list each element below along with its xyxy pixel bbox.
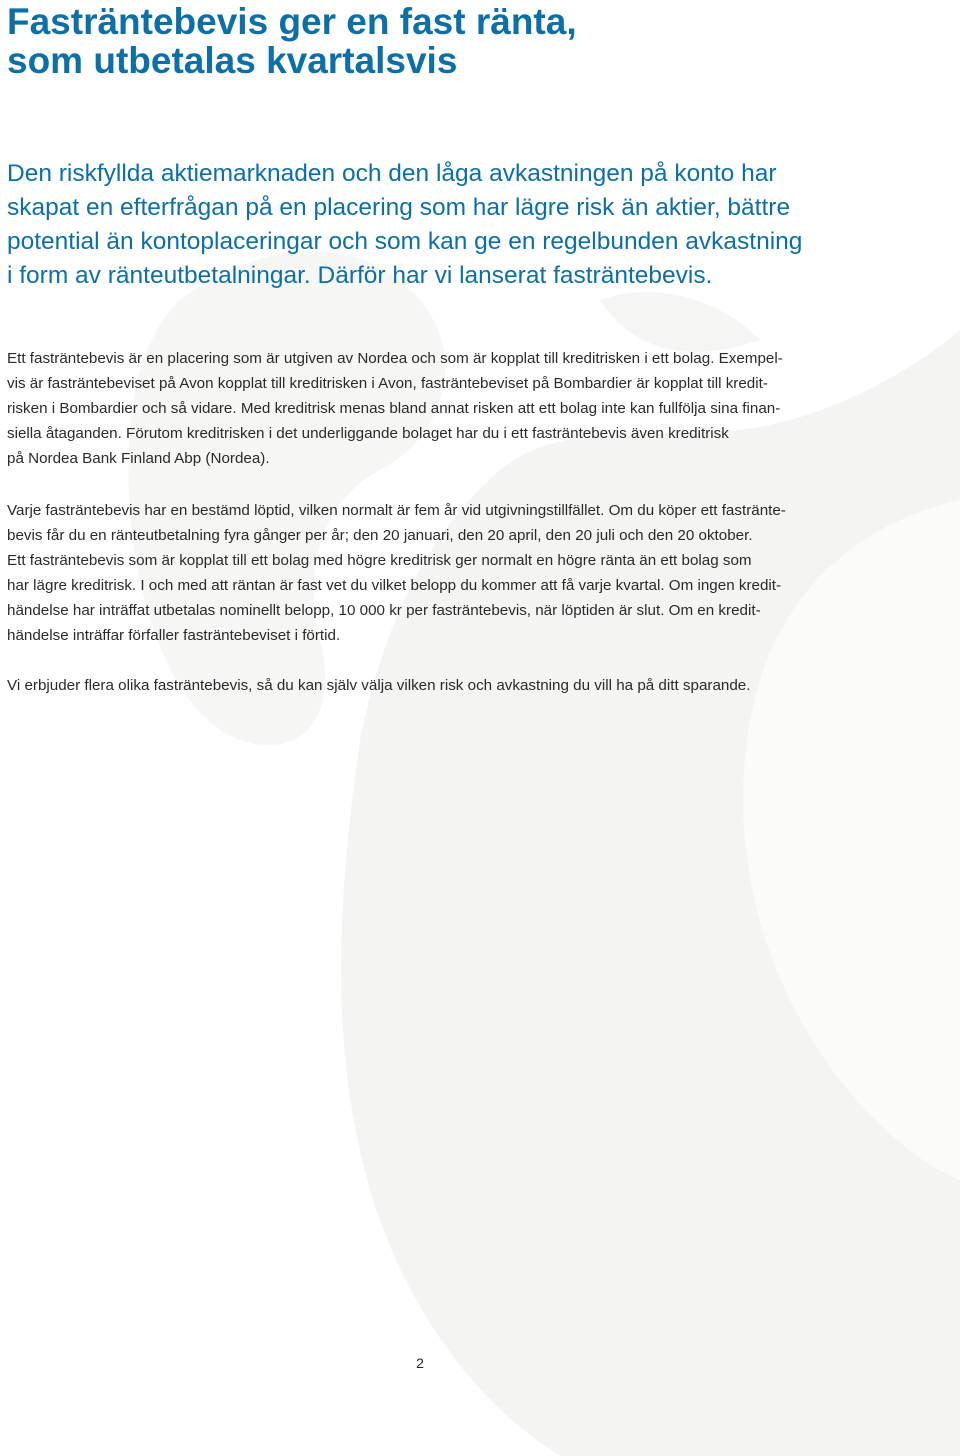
body-paragraph-offer: [7, 673, 837, 698]
paragraph-line: på Nordea Bank Finland Abp (Nordea).: [7, 450, 270, 467]
paragraph-line: Ett fasträntebevis är en placering som är utgiven av Nordea och som är kopplat till kreditrisken i ett bolag. Exempel-: [7, 350, 783, 367]
lead-paragraph: [7, 157, 837, 293]
paragraph-line: Vi erbjuder flera olika fasträntebevis, så du kan själv välja vilken risk och avkastning du vill ha på ditt sparande.: [7, 677, 751, 694]
page-number: 2: [416, 1355, 424, 1371]
body-paragraph-maturity: [7, 498, 837, 648]
lead-line: potential än kontoplaceringar och som kan ge en regelbunden avkastning: [7, 228, 803, 255]
body-paragraph-credit-risk: [7, 346, 837, 471]
paragraph-line: vis är fasträntebeviset på Avon kopplat till kreditrisken i Avon, fasträntebeviset på Bombardier är kopplat till kredit-: [7, 375, 768, 392]
page-title: [7, 2, 837, 80]
paragraph-line: bevis får du en ränteutbetalning fyra gånger per år; den 20 januari, den 20 april, den 20 juli och den 20 oktober.: [7, 527, 753, 544]
title-line: som utbetalas kvartalsvis: [7, 40, 458, 81]
lead-line: Den riskfyllda aktiemarknaden och den låga avkastningen på konto har: [7, 160, 777, 187]
paragraph-line: Varje fasträntebevis har en bestämd löptid, vilken normalt är fem år vid utgivningstillfället. Om du köper ett fastränte-: [7, 502, 786, 519]
title-line: Fasträntebevis ger en fast ränta,: [7, 1, 577, 42]
lead-line: i form av ränteutbetalningar. Därför har vi lanserat fasträntebevis.: [7, 262, 713, 289]
paragraph-line: Ett fasträntebevis som är kopplat till ett bolag med högre kreditrisk ger normalt en högre ränta än ett bolag som: [7, 552, 752, 569]
paragraph-line: händelse inträffar förfaller fasträntebeviset i förtid.: [7, 627, 341, 644]
lead-line: skapat en efterfrågan på en placering som har lägre risk än aktier, bättre: [7, 194, 791, 221]
paragraph-line: risken i Bombardier och så vidare. Med kreditrisk menas bland annat risken att ett bolag inte kan fullfölja sina finan-: [7, 400, 781, 417]
paragraph-line: händelse har inträffat utbetalas nominellt belopp, 10 000 kr per fasträntebevis, när löptiden är slut. Om en kredit-: [7, 602, 761, 619]
paragraph-line: har lägre kreditrisk. I och med att räntan är fast vet du vilket belopp du kommer att få varje kvartal. Om ingen kredit-: [7, 577, 782, 594]
paragraph-line: siella åtaganden. Förutom kreditrisken i det underliggande bolaget har du i ett fasträntebevis även kreditrisk: [7, 425, 729, 442]
